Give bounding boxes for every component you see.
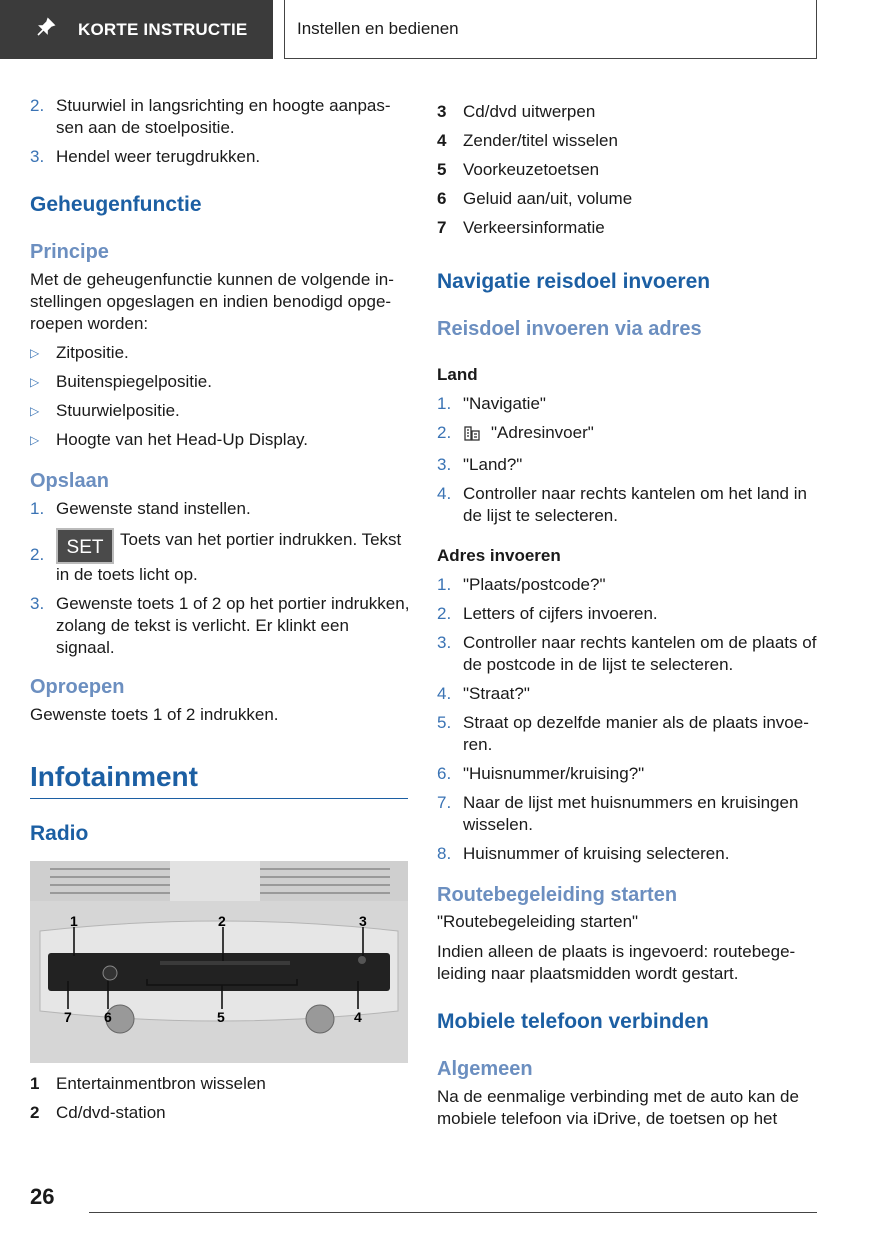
callout-5: 5	[217, 1009, 225, 1025]
list-item: ▷ Zitpositie.	[30, 343, 129, 362]
callout-2: 2	[218, 913, 226, 929]
callout-7: 7	[64, 1009, 72, 1025]
footer-rule	[89, 1212, 817, 1213]
list-item: ▷ Stuurwielpositie.	[30, 401, 180, 420]
list-item: 6. "Huisnummer/kruising?"	[437, 764, 645, 783]
guidance-item: "Routebegeleiding starten"	[437, 912, 639, 931]
callout-6: 6	[104, 1009, 112, 1025]
list-item: 7 Verkeersinformatie	[437, 218, 605, 237]
list-item: ▷ Buitenspiegelpositie.	[30, 372, 212, 391]
pushpin-icon	[36, 17, 56, 42]
address-heading: Adres invoeren	[437, 546, 561, 565]
list-item: 3. Controller naar rechts kantelen om de plaats of de postcode in de lijst te selecteren.	[437, 633, 817, 674]
radio-legend-left	[30, 1073, 410, 1124]
set-key-icon: SET	[56, 528, 114, 564]
list-item: 4 Zender/titel wisselen	[437, 131, 618, 150]
nav-heading: Navigatie reisdoel invoeren	[437, 270, 711, 293]
infotainment-heading: Infotainment	[30, 760, 408, 799]
nav-address-heading: Reisdoel invoeren via adres	[437, 318, 702, 340]
list-item: 3. Hendel weer terugdrukken.	[30, 147, 261, 166]
list-item: ▷ Hoogte van het Head-Up Display.	[30, 430, 308, 449]
list-item: 2. "Adresinvoer"	[437, 422, 819, 447]
list-item: 5 Voorkeuzetoetsen	[437, 160, 600, 179]
memory-heading: Geheugenfunctie	[30, 193, 202, 216]
list-item: 4. Controller naar rechts kantelen om het land in de lijst te selecteren.	[437, 484, 807, 525]
list-item: 7. Naar de lijst met huisnummers en kruisingen wisselen.	[437, 793, 799, 834]
buildings-icon	[463, 423, 483, 447]
principle-text: Met de geheugenfunctie kunnen de volgende instellingen opgeslagen en indien benodigd opgeroepen worden:	[30, 270, 394, 333]
principle-heading: Principe	[30, 241, 109, 263]
list-item: 1 Entertainmentbron wisselen	[30, 1074, 266, 1093]
list-item: 2. Letters of cijfers invoeren.	[437, 604, 658, 623]
phone-general-heading: Algemeen	[437, 1058, 533, 1080]
list-item: 6 Geluid aan/uit, volume	[437, 189, 633, 208]
guidance-heading: Routebegeleiding starten	[437, 884, 678, 906]
list-item: 8. Huisnummer of kruising selecteren.	[437, 844, 730, 863]
intro-steps	[30, 95, 410, 168]
save-heading: Opslaan	[30, 470, 109, 492]
section-label: KORTE INSTRUCTIE	[78, 19, 248, 39]
left-column	[30, 95, 410, 1131]
radio-legend-right	[437, 101, 819, 239]
radio-heading: Radio	[30, 822, 89, 845]
list-item: 3 Cd/dvd uitwerpen	[437, 102, 596, 121]
list-item: 2. SET Toets van het portier indrukken. Tekst in de toets licht op.	[30, 530, 402, 584]
triangle-bullet-icon: ▷	[30, 404, 40, 418]
recall-text: Gewenste toets 1 of 2 indrukken.	[30, 705, 279, 724]
memory-bullets	[30, 342, 410, 451]
phone-general-text: Na de eenmalige verbinding met de auto kan de mobiele telefoon via iDrive, de toetsen op het	[437, 1087, 799, 1128]
page-number: 26	[30, 1184, 55, 1209]
address-steps	[437, 574, 819, 865]
list-item: 4. "Straat?"	[437, 684, 530, 703]
radio-panel-drawing	[30, 861, 408, 1063]
list-item: 3. Gewenste toets 1 of 2 op het portier indrukken, zolang de tekst is verlicht. Er klinkt een signaal.	[30, 594, 410, 657]
right-column	[437, 101, 819, 1130]
land-heading: Land	[437, 365, 478, 384]
triangle-bullet-icon: ▷	[30, 346, 40, 360]
triangle-bullet-icon: ▷	[30, 433, 40, 447]
list-item: 2. Stuurwiel in langsrichting en hoogte aanpassen aan de stoelpositie.	[30, 96, 391, 137]
save-steps	[30, 498, 410, 659]
triangle-bullet-icon: ▷	[30, 375, 40, 389]
list-item: 1. "Plaats/postcode?"	[437, 575, 606, 594]
callout-1: 1	[70, 913, 78, 929]
chapter-title: Instellen en bedienen	[284, 0, 817, 59]
list-item: 2 Cd/dvd-station	[30, 1103, 166, 1122]
callout-4: 4	[354, 1009, 362, 1025]
callout-3: 3	[359, 913, 367, 929]
radio-panel-image	[30, 861, 408, 1063]
section-tab	[0, 0, 273, 59]
guidance-text: Indien alleen de plaats is ingevoerd: routebegeleiding naar plaatsmidden wordt gestart.	[437, 942, 796, 983]
list-item: 3. "Land?"	[437, 455, 523, 474]
recall-heading: Oproepen	[30, 676, 125, 698]
phone-heading: Mobiele telefoon verbinden	[437, 1010, 709, 1033]
list-item: 1. Gewenste stand instellen.	[30, 499, 251, 518]
list-item: 5. Straat op dezelfde manier als de plaats invoeren.	[437, 713, 809, 754]
land-steps	[437, 393, 819, 527]
list-item: 1. "Navigatie"	[437, 394, 546, 413]
